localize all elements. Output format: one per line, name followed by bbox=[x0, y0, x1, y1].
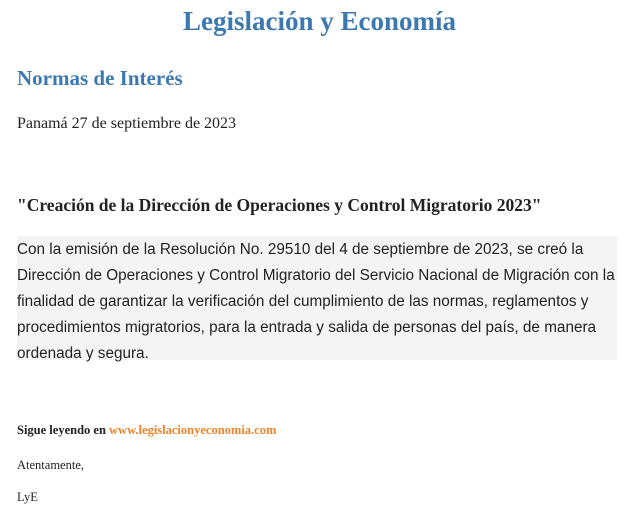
article-dateline: Panamá 27 de septiembre de 2023 bbox=[17, 115, 237, 132]
continue-reading bbox=[17, 423, 276, 438]
continue-reading-label: Sigue leyendo en bbox=[17, 423, 106, 437]
masthead-title: Legislación y Economía bbox=[182, 6, 456, 36]
article-headline: "Creación de la Dirección de Operaciones y Control Migratorio 2023" bbox=[17, 195, 542, 215]
section-title: Normas de Interés bbox=[17, 66, 183, 90]
article-body-text: Con la emisión de la Resolución No. 29510 del 4 de septiembre de 2023, se creó la Dirección de Operaciones y Control Migratorio del Servicio Nacional de Migración con la finalidad de garantizar la verificación del cumplimiento de las normas, reglamentos y procedimientos migratorios, para la entrada y salida de personas del país, de manera ordenada y segura. bbox=[17, 241, 615, 362]
article-body-box bbox=[17, 236, 617, 360]
signature: LyE bbox=[17, 490, 38, 504]
website-link[interactable]: www.legislacionyeconomia.com bbox=[109, 423, 277, 437]
closing-text: Atentamente, bbox=[17, 458, 84, 472]
